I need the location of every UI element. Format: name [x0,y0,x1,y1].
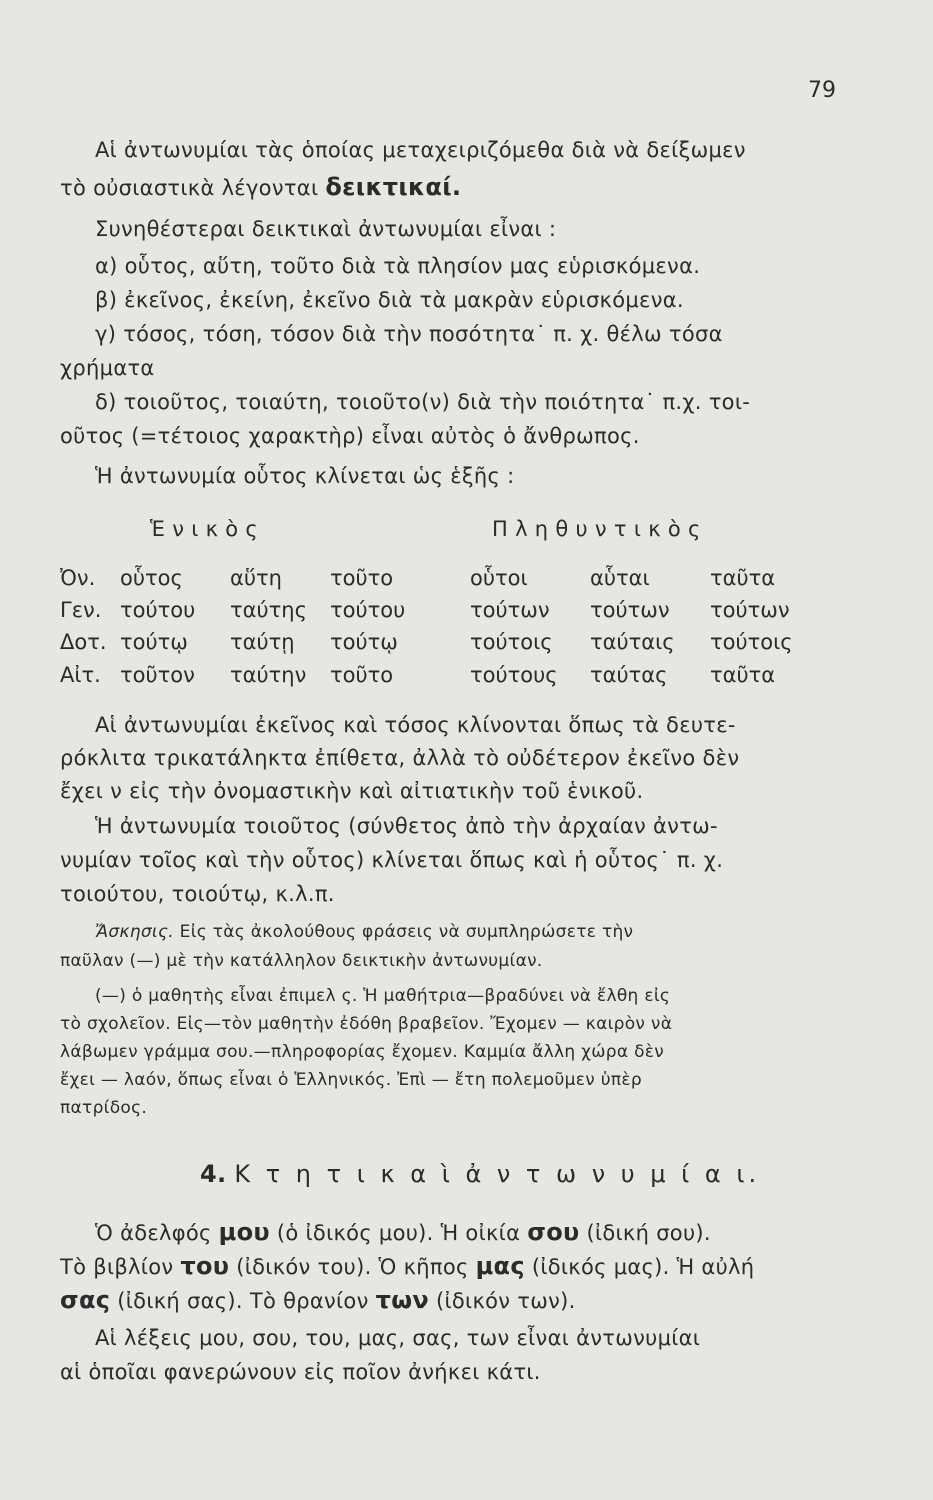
possessive-line-2 [60,1252,754,1281]
case-label: Δοτ. [60,630,107,654]
possessive-line-1 [95,1218,711,1247]
item-g-2: χρήματα [60,356,155,380]
singular-header: Ἑ ν ι κ ὸ ς [150,517,258,541]
pronoun-sou: σου [527,1218,580,1246]
case-label: Ὀν. [60,566,96,590]
sg-neut: τούτῳ [330,630,398,654]
text: (ἰδικόν των). [429,1289,576,1313]
sg-neut: τοῦτο [330,663,394,687]
item-d-2: οῦτος (=τέτοιος χαρακτὴρ) εἶναι αὐτὸς ὁ ἄνθρωπος. [60,424,640,448]
exercise-line-3: (—) ὁ μαθητὴς εἶναι ἐπιμελ ς. Ἡ μαθήτρια—βραδύνει νὰ ἔλθη εἰς [95,986,671,1006]
exercise-line-6: ἔχει — λαόν, ὅπως εἶναι ὁ Ἑλληνικός. Ἐπὶ — ἔτη πολεμοῦμεν ὑπὲρ [60,1070,642,1090]
pl-neut: ταῦτα [710,566,776,590]
conclusion-line-2: αἱ ὁποῖαι φανερώνουν εἰς ποῖον ἀνήκει κάτι. [60,1360,541,1384]
page-number: 79 [808,78,836,103]
pl-masc: τούτων [470,598,550,622]
pl-fem: ταύτας [590,663,668,687]
possessive-line-3 [60,1286,576,1315]
pl-neut: ταῦτα [710,663,776,687]
row-nominative [60,564,776,592]
sg-neut: τούτου [330,598,406,622]
pronoun-mou: μου [218,1218,270,1246]
pl-masc: τούτους [470,663,558,687]
row-accusative [60,661,776,689]
pl-masc: τούτοις [470,630,553,654]
exercise-line-7: πατρίδος. [60,1098,148,1118]
case-label: Αἰτ. [60,663,101,687]
note-ekeinos-1: Αἱ ἀντωνυμίαι ἐκεῖνος καὶ τόσος κλίνονται ὅπως τὰ δευτε- [95,713,736,737]
pl-fem: τούτων [590,598,670,622]
row-genitive [60,596,790,624]
text: (ἰδική σου). [579,1221,711,1245]
pl-fem: ταύταις [590,630,675,654]
item-d-1: δ) τοιοῦτος, τοιαύτη, τοιοῦτο(ν) διὰ τὴν ποιότητα˙ π.χ. τοι- [95,390,751,414]
plural-header: Π λ η θ υ ν τ ι κ ὸ ς [492,517,701,541]
text: Τὸ βιβλίον [60,1255,181,1279]
pl-neut: τούτων [710,598,790,622]
text: Ὁ ἀδελφός [95,1221,219,1245]
note-toioutos-3: τοιούτου, τοιούτῳ, κ.λ.π. [60,882,335,906]
conclusion-line-1: Αἱ λέξεις μου, σου, του, μας, σας, των εἶναι ἀντωνυμίαι [95,1326,701,1350]
section-number: 4. [200,1160,227,1188]
exercise-line-1 [95,920,633,944]
exercise-label: Ἄσκησις. [95,922,174,942]
pl-fem: αὗται [590,566,650,590]
pronoun-ton: των [375,1286,430,1314]
sg-fem: αὕτη [230,566,282,590]
exercise-line-2: παῦλαν (—) μὲ τὴν κατάλληλον δεικτικὴν ἀντωνυμίαν. [60,951,543,971]
pl-masc: οὗτοι [470,566,528,590]
text: (ἰδική σας). Τὸ θρανίον [110,1289,376,1313]
pronoun-tou: του [180,1252,230,1280]
intro-line-2 [60,173,461,202]
sg-fem: ταύτης [230,598,307,622]
exercise-line-5: λάβωμεν γράμμα σου.—πληροφορίας ἔχομεν. Καμμία ἄλλη χώρα δὲν [60,1042,665,1062]
exercise-text: Εἰς τὰς ἀκολούθους φράσεις νὰ συμπληρώσετε τὴν [179,922,634,942]
pl-neut: τούτοις [710,630,793,654]
sg-masc: οὗτος [120,566,183,590]
sg-masc: τοῦτον [120,663,195,687]
row-dative [60,628,793,656]
sg-masc: τούτῳ [120,630,188,654]
sg-fem: ταύτῃ [230,630,295,654]
case-label: Γεν. [60,598,102,622]
note-ekeinos-3: ἔχει ν εἰς τὴν ὀνομαστικὴν καὶ αἰτιατικὴν τοῦ ἑνικοῦ. [60,779,644,803]
sg-masc: τούτου [120,598,196,622]
exercise-line-4: τὸ σχολεῖον. Εἰς—τὸν μαθητὴν ἐδόθη βραβεῖον. Ἔχομεν — καιρὸν νὰ [60,1014,673,1034]
term-deiktikai: δεικτικαί. [325,173,462,201]
section-title: Κ τ η τ ι κ α ὶ ἀ ν τ ω ν υ μ ί α ι. [234,1160,761,1188]
pronoun-sas: σας [60,1286,111,1314]
intro-text: τὸ οὐσιαστικὰ λέγονται [60,176,326,200]
section-heading [200,1160,760,1188]
intro-line-1: Αἱ ἀντωνυμίαι τὰς ὁποίας μεταχειριζόμεθα διὰ νὰ δείξωμεν [95,138,746,162]
text: (ὁ ἰδικός μου). Ἡ οἰκία [269,1221,528,1245]
common-heading: Συνηθέστεραι δεικτικαὶ ἀντωνυμίαι εἶναι : [95,217,557,241]
note-ekeinos-2: ρόκλιτα τρικατάληκτα ἐπίθετα, ἀλλὰ τὸ οὐδέτερον ἐκεῖνο δὲν [60,746,740,770]
sg-neut: τοῦτο [330,566,394,590]
declension-intro: Ἡ ἀντωνυμία οὗτος κλίνεται ὡς ἑξῆς : [95,464,515,488]
sg-fem: ταύτην [230,663,307,687]
item-g-1: γ) τόσος, τόση, τόσον διὰ τὴν ποσότητα˙ π. χ. θέλω τόσα [95,322,723,346]
text: (ἰδικός μας). Ἡ αὐλή [524,1255,755,1279]
pronoun-mas: μας [475,1252,525,1280]
note-toioutos-2: νυμίαν τοῖος καὶ τὴν οὗτος) κλίνεται ὅπως καὶ ἡ οὗτος˙ π. χ. [60,848,724,872]
text: (ἰδικόν του). Ὁ κῆπος [229,1255,476,1279]
item-b: β) ἐκεῖνος, ἐκείνη, ἐκεῖνο διὰ τὰ μακρὰν εὑρισκόμενα. [95,288,684,312]
note-toioutos-1: Ἡ ἀντωνυμία τοιοῦτος (σύνθετος ἀπὸ τὴν ἀρχαίαν ἀντω- [95,814,718,838]
item-a: α) οὗτος, αὕτη, τοῦτο διὰ τὰ πλησίον μας εὑρισκόμενα. [95,254,701,278]
